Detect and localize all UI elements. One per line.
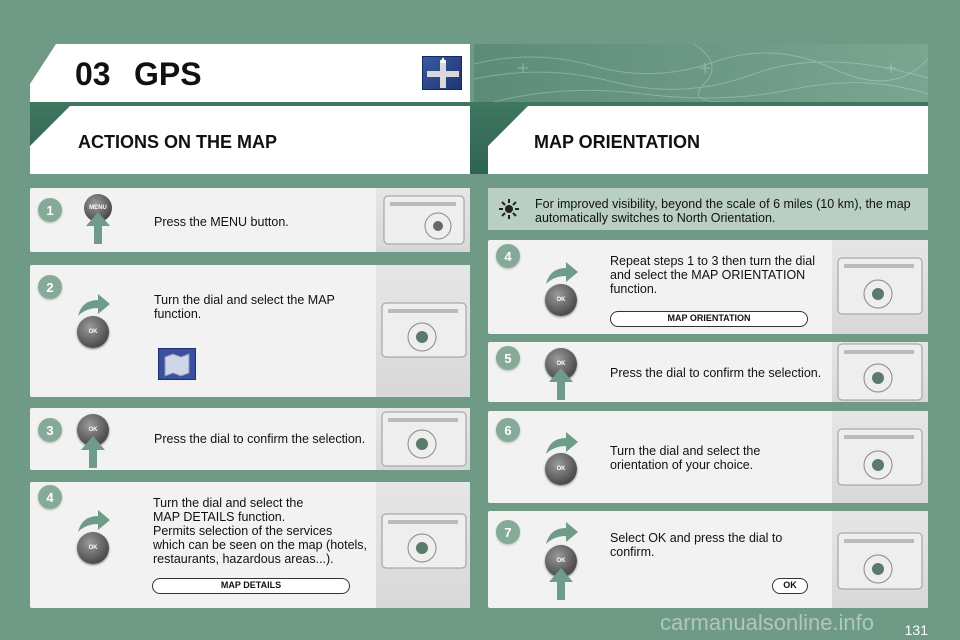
step-number-badge: 3 bbox=[38, 418, 62, 442]
chapter-title: GPS bbox=[134, 56, 202, 92]
step-text bbox=[153, 496, 367, 566]
menu-option-label: OK bbox=[772, 578, 808, 594]
ok-dial-icon: OK bbox=[545, 545, 577, 577]
step-text: Select OK and press the dial to confirm. bbox=[610, 531, 783, 559]
radio-illustration bbox=[832, 342, 928, 402]
step-number-badge: 2 bbox=[38, 275, 62, 299]
ok-dial-icon: OK bbox=[77, 316, 109, 348]
step-text-line: MAP DETAILS function. bbox=[153, 510, 286, 524]
step-text: Press the dial to confirm the selection. bbox=[154, 432, 366, 446]
contour-pattern bbox=[474, 44, 928, 102]
step-text: Turn the dial and select the MAP function. bbox=[154, 293, 335, 321]
radio-illustration bbox=[376, 265, 470, 397]
step-number-badge: 7 bbox=[496, 520, 520, 544]
step-number-badge: 5 bbox=[496, 346, 520, 370]
step-number-badge: 4 bbox=[38, 485, 62, 509]
info-text: For improved visibility, beyond the scale of 6 miles (10 km), the map automatically switches to North Orientation. bbox=[535, 197, 911, 225]
step-text: Turn the dial and select the orientation of your choice. bbox=[610, 444, 761, 472]
turn-arrow-icon bbox=[544, 260, 578, 286]
ok-dial-icon: OK bbox=[77, 532, 109, 564]
right-section-title: MAP ORIENTATION bbox=[534, 132, 700, 152]
left-section-title: ACTIONS ON THE MAP bbox=[78, 132, 278, 152]
step-number-badge: 4 bbox=[496, 244, 520, 268]
gps-chapter-icon bbox=[422, 56, 462, 90]
step-text-line: restaurants, hazardous areas...). bbox=[153, 552, 334, 566]
press-arrow-icon bbox=[81, 436, 105, 468]
radio-illustration bbox=[832, 240, 928, 334]
press-arrow-icon bbox=[549, 568, 573, 600]
turn-arrow-icon bbox=[76, 292, 110, 318]
step-text: Press the MENU button. bbox=[154, 215, 289, 229]
ok-dial-icon: OK bbox=[545, 348, 577, 380]
step-text-line: which can be seen on the map (hotels, bbox=[153, 538, 368, 552]
turn-arrow-icon bbox=[544, 520, 578, 546]
radio-illustration bbox=[832, 411, 928, 503]
map-function-icon bbox=[158, 348, 196, 380]
ok-dial-icon: OK bbox=[545, 284, 577, 316]
menu-option-label: MAP DETAILS bbox=[152, 578, 350, 594]
menu-option-label: MAP ORIENTATION bbox=[610, 311, 808, 327]
menu-button-icon: MENU bbox=[84, 194, 112, 222]
ok-dial-icon: OK bbox=[545, 453, 577, 485]
step-number-badge: 6 bbox=[496, 418, 520, 442]
step-text: Press the dial to confirm the selection. bbox=[610, 366, 822, 380]
press-arrow-icon bbox=[86, 212, 110, 244]
step-text: Repeat steps 1 to 3 then turn the dial and select the MAP ORIENTATION function. bbox=[610, 254, 815, 296]
page-number: 131 bbox=[904, 622, 928, 638]
step-number-badge: 1 bbox=[38, 198, 62, 222]
brightness-icon bbox=[498, 198, 520, 220]
step-text-line: Permits selection of the services bbox=[153, 524, 333, 538]
radio-illustration bbox=[376, 482, 470, 608]
press-arrow-icon bbox=[549, 368, 573, 400]
turn-arrow-icon bbox=[76, 508, 110, 534]
step-text-line: Turn the dial and select the bbox=[153, 496, 304, 510]
ok-dial-icon: OK bbox=[77, 414, 109, 446]
radio-illustration bbox=[376, 188, 470, 252]
watermark: carmanualsonline.info bbox=[660, 610, 875, 635]
radio-illustration bbox=[832, 511, 928, 608]
chapter-number: 03 bbox=[75, 56, 111, 92]
radio-illustration bbox=[376, 408, 470, 470]
